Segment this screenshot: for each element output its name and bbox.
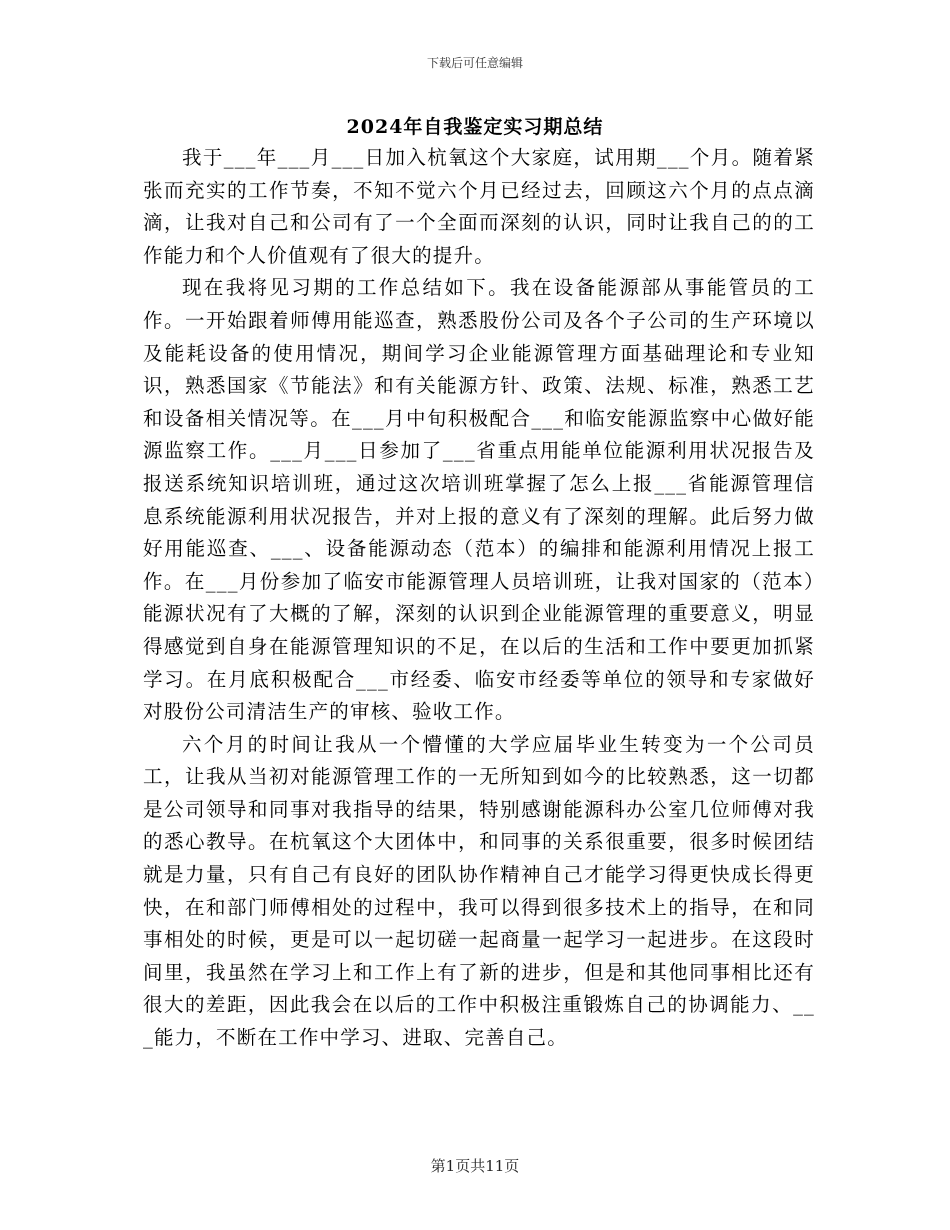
page-header-note: 下载后可任意编辑 xyxy=(426,56,523,70)
paragraph-reflection: 六个月的时间让我从一个懵懂的大学应届毕业生转变为一个公司员工，让我从当初对能源管理工作的一无所知到如今的比较熟悉，这一切都是公司领导和同事对我指导的结果，特别感谢能源科办公室几位师傅对我的悉心教导。在杭氧这个大团体中，和同事的关系很重要，很多时候团结就是力量，只有自己有良好的团队协作精神自己才能学习得更快成长得更快，在和部门师傅相处的过程中，我可以得到很多技术上的指导，在和同事相处的时候，更是可以一起切磋一起商量一起学习一起进步。在这段时间里，我虽然在学习上和工作上有了新的进步，但是和其他同事相比还有很大的差距，因此我会在以后的工作中积极注重锻炼自己的协调能力、___能力，不断在工作中学习、进取、完善自己。 xyxy=(143,732,815,1050)
document-title: 2024年自我鉴定实习期总结 xyxy=(346,116,604,138)
page-number-footer: 第1页共11页 xyxy=(430,1157,520,1175)
paragraph-intro: 我于___年___月___日加入杭氧这个大家庭，试用期___个月。随着紧张而充实的工作节奏，不知不觉六个月已经过去，回顾这六个月的点点滴滴，让我对自己和公司有了一个全面而深刻的认识，同时让我自己的的工作能力和个人价值观有了很大的提升。 xyxy=(143,146,815,267)
paragraph-work-summary: 现在我将见习期的工作总结如下。我在设备能源部从事能管员的工作。一开始跟着师傅用能巡查，熟悉股份公司及各个子公司的生产环境以及能耗设备的使用情况，期间学习企业能源管理方面基础理论和专业知识，熟悉国家《节能法》和有关能源方针、政策、法规、标准，熟悉工艺和设备相关情况等。在___月中旬积极配合___和临安能源监察中心做好能源监察工作。___月___日参加了___省重点用能单位能源利用状况报告及报送系统知识培训班，通过这次培训班掌握了怎么上报___省能源管理信息系统能源利用状况报告，并对上报的意义有了深刻的理解。此后努力做好用能巡查、___、设备能源动态（范本）的编排和能源利用情况上报工作。在___月份参加了临安市能源管理人员培训班，让我对国家的（范本）能源状况有了大概的了解，深刻的认识到企业能源管理的重要意义，明显得感觉到自身在能源管理知识的不足，在以后的生活和工作中要更加抓紧学习。在月底积极配合___市经委、临安市经委等单位的领导和专家做好对股份公司清洁生产的审核、验收工作。 xyxy=(143,276,815,724)
document-body xyxy=(143,142,815,1055)
